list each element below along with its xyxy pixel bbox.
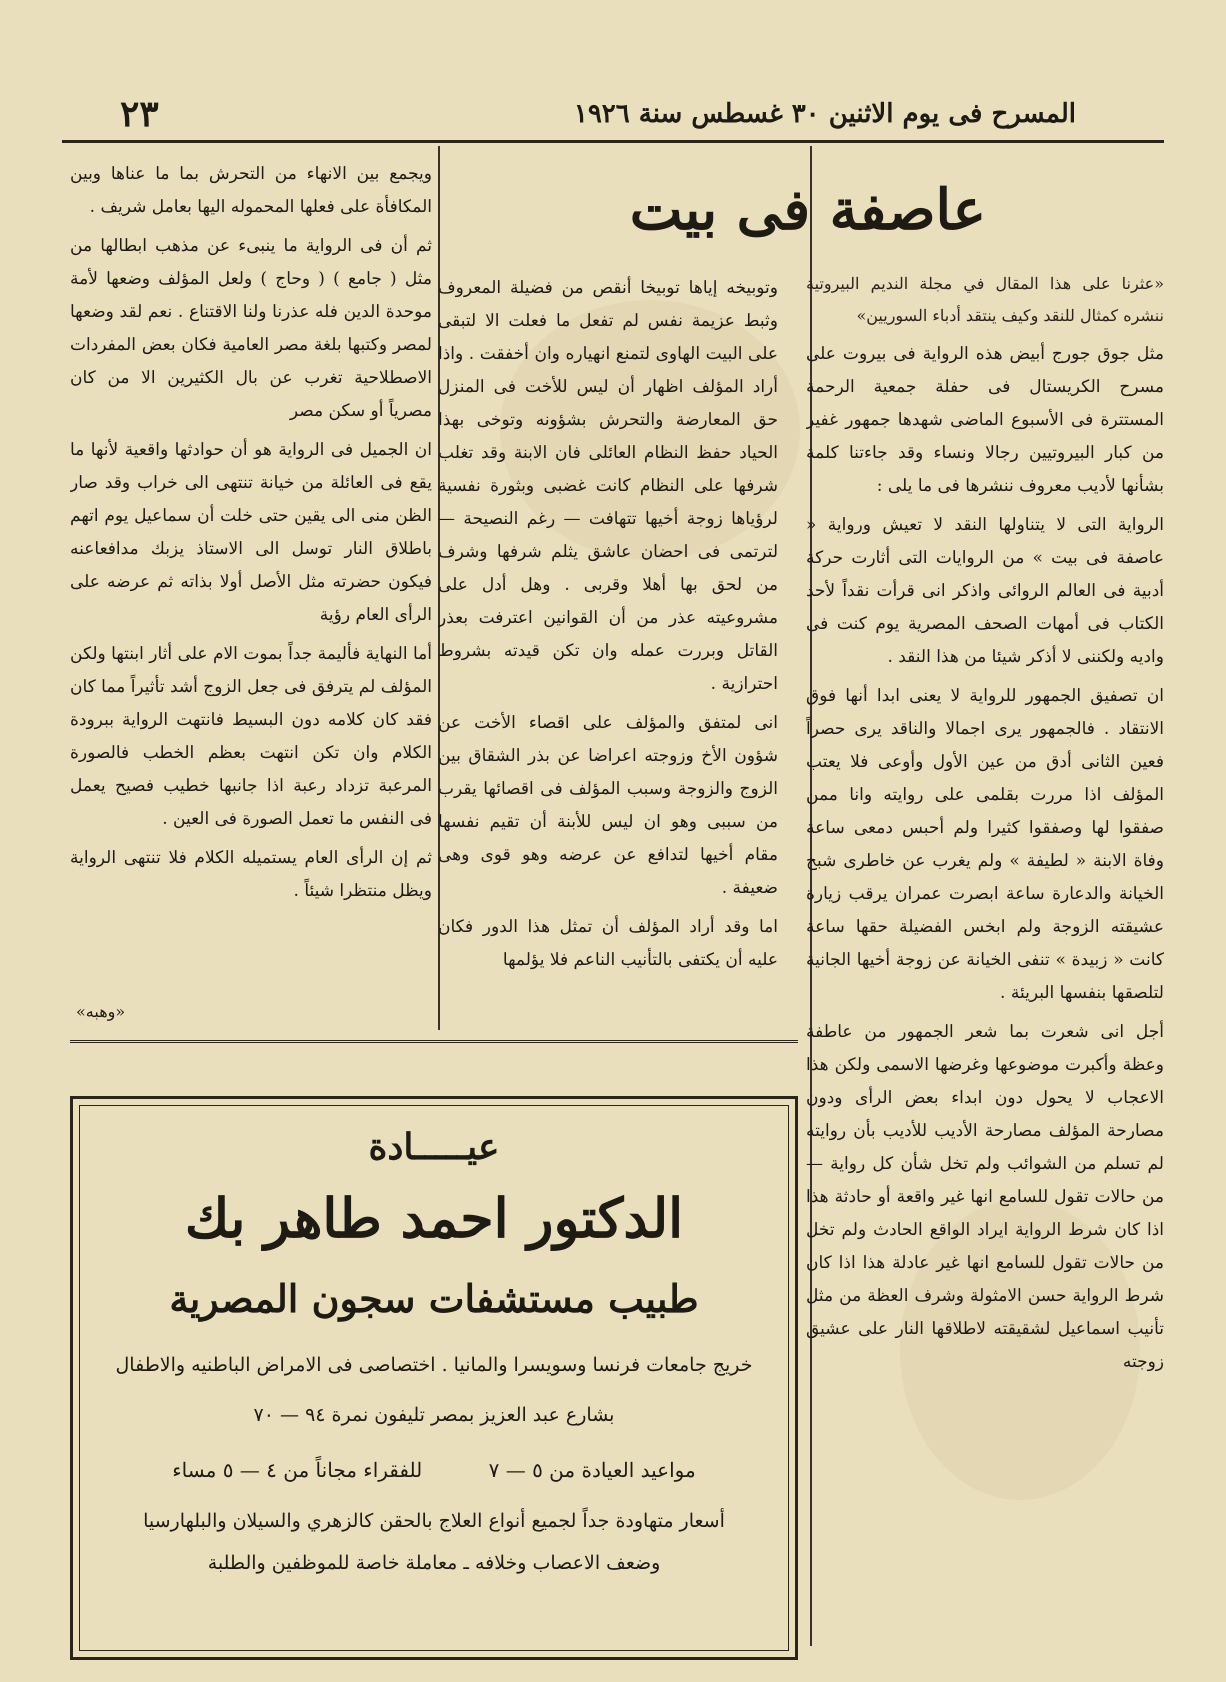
article-column-right xyxy=(806,268,1164,1648)
paragraph: ثم أن فى الرواية ما ينبىء عن مذهب ابطالها من مثل ( جامع ) ( وحاج ) ولعل المؤلف وضعها لأمة موحدة الدين فله عذرنا ولنا الاقتناع . نعم لقد وضعها لمصر وكتبها بلغة مصر العامية فكان بعض المفردات الاصطلاحية تغرب عن بال الكثيرين الا من كان مصرياً أو سكن مصر xyxy=(70,236,432,421)
ad-hours xyxy=(80,1458,788,1482)
ad-prices: أسعار متهاودة جداً لجميع أنواع العلاج بالحقن كالزهري والسيلان والبلهارسيا xyxy=(143,1510,725,1532)
paragraph: أما النهاية فأليمة جداً بموت الام على أثار ابنتها ولكن المؤلف لم يترفق فى جعل الزوج أشد تأثيراً مما كان فقد كان كلامه دون البسيط فانتهت الرواية ببرودة الكلام وان تكن انتهت بعظم الخطب فالصورة المرعبة تزداد رعبة اذا جانبها خطيب فصيح يعمل فى النفس ما تعمل الصورة فى العين . xyxy=(70,644,432,829)
paragraph: انى لمتفق والمؤلف على اقصاء الأخت عن شؤون الأخ وزوجته اعراضا عن بذر الشقاق بين الزوج والزوجة وسبب المؤلف فى اقصائها يقرب من سببى وهو ان ليس للأبنة أن تقيم نفسها مقام أخيها لتدافع عن عرضه وهو قوى وهى ضعيفة . xyxy=(438,713,778,898)
paragraph: ان الجميل فى الرواية هو أن حوادثها واقعية لأنها ما يقع فى العائلة من خيانة تنتهى الى خراب وقد صار الظن منى الى يقين حتى خلت أن سماعيل يوم اتهم باطلاق النار توسل الى الاستاذ يزبك مدافعاعنه فيكون حضرته مثل الأصل أولا بذاته ثم عرضه على الرأى العام رؤية xyxy=(70,440,432,625)
paragraph: ويجمع بين الانهاء من التحرش بما ما عناها وبين المكافأة على فعلها المحموله اليها بعامل شريف . xyxy=(70,164,432,217)
running-head: المسرح فى يوم الاثنين ٣٠ غسطس سنة ١٩٢٦ xyxy=(573,99,1076,129)
section-rule xyxy=(70,1040,798,1043)
paragraph: مثل جوق جورج أبيض هذه الرواية فى بيروت على مسرح الكريستال فى حفلة جمعية الرحمة المستترة فى الأسبوع الماضى شهدها جمهور غفير من كبار البيروتيين رجالا ونساء وقد جاءتنا كلمة بشأنها لأديب معروف ننشرها فى ما يلى : xyxy=(806,344,1164,496)
ad-hours-main: مواعيد العيادة من ٥ — ٧ xyxy=(488,1458,696,1482)
clinic-advertisement xyxy=(70,1096,798,1660)
paragraph: الرواية التى لا يتناولها النقد لا تعيش ورواية « عاصفة فى بيت » من الروايات التى أثارت حركة أدبية فى العالم الروائى واذكر انى قرأت نقداً لأحد الكتاب فى أمهات الصحف المصرية يوم كنت فى واديه ولكننى لا أذكر شيئا من هذا النقد . xyxy=(806,515,1164,667)
paragraph: وتوبيخه إياها توبيخا أنقص من فضيلة المعروف وثبط عزيمة نفس لم تفعل ما فعلت الا لتبقى على البيت الهاوى لتمنع انهياره وان أخفقت . واذا أراد المؤلف اظهار أن ليس للأخت فى المنزل حق المعارضة والتحرش بشؤونه وتوخى بهذا الحياد حفظ النظام العائلى فان الابنة وقد تغلب شرفها على النظام كانت غضبى وبثورة نفسية لرؤياها زوجة أخيها تتهافت — رغم النصيحة — لترتمى فى احضان عاشق يثلم شرفها وشرف من لحق بها أهلا وقربى . وهل أدل على مشروعيته عذر من أن القوانين اعترفت بعذر القاتل وبررت عمله وان تكن قيدته بشروط احترازية . xyxy=(438,278,778,694)
page-number: ٢٣ xyxy=(120,93,159,135)
ad-special-treatment: وضعف الاعصاب وخلافه ـ معاملة خاصة للموظفين والطلبة xyxy=(207,1552,661,1574)
ad-position: طبيب مستشفات سجون المصرية xyxy=(169,1276,699,1321)
article-column-left xyxy=(70,158,432,1034)
article-title: عاصفة فى بيت xyxy=(629,177,986,243)
author-signature: «وهبه» xyxy=(76,1002,126,1021)
paragraph: أجل انى شعرت بما شعر الجمهور من عاطفة وعظة وأكبرت موضوعها وغرضها الاسمى ولكن هذا الاعجاب لا يحول دون ابداء بعض الرأى ودون مصارحة المؤلف مصارحة الأديب للأديب بأن روايته لم تسلم من الشوائب ولم تخل شأن كل رواية — من حالات تقول للسامع انها غير واقعة أو حادثة هذا اذا كان شرط الرواية ايراد الواقع الحادث ولم تخل من حالات تقول للسامع انها غير عادلة هذا اذا كان شرط الرواية حسن الامثولة وشرف العظة من مثل تأنيب اسماعيل لشقيقته لاطلاقها النار على عشيق زوجته xyxy=(806,1022,1164,1372)
article-column-middle xyxy=(438,272,778,1032)
ad-clinic-word: عيـــــادة xyxy=(368,1126,500,1168)
ad-qualifications: خريج جامعات فرنسا وسويسرا والمانيا . اختصاصى فى الامراض الباطنيه والاطفال xyxy=(115,1354,753,1376)
header-rule xyxy=(62,140,1164,143)
ad-address: بشارع عبد العزيز بمصر تليفون نمرة ٩٤ — ٧٠ xyxy=(253,1404,615,1426)
page-header xyxy=(60,92,1166,140)
paragraph: ثم إن الرأى العام يستميله الكلام فلا تنتهى الرواية ويظل منتظرا شيئاً . xyxy=(70,848,432,901)
paragraph: اما وقد أراد المؤلف أن تمثل هذا الدور فكان عليه أن يكتفى بالتأنيب الناعم فلا يؤلمها xyxy=(438,917,778,970)
ad-inner-border xyxy=(79,1105,789,1651)
intro-note: «عثرنا على هذا المقال في مجلة النديم البيروتية ننشره كمثال للنقد وكيف ينتقد أدباء السوريين» xyxy=(806,274,1164,325)
paragraph: ان تصفيق الجمهور للرواية لا يعنى ابدا أنها فوق الانتقاد . فالجمهور يرى اجمالا والناقد يرى حصراً فعين الثانى أدق من عين الأول وأوعى فلا يعتب المؤلف اذا مررت بقلمى على روايته وانا ممن صفقوا لها وصفقوا كثيرا ولم أحبس دمعى ساعة وفاة الابنة « لطيفة » ولم يغرب عن خاطرى شبح الخيانة والدعارة ساعة ابصرت عمران يرقب زيارة عشيقته الزوجة ولم ابخس الفضيلة حقها ساعة كانت « زبيدة » تنفى الخيانة عن زوجة أخيها الجانية لتلصقها بنفسها البريئة . xyxy=(806,686,1164,1003)
ad-hours-poor: للفقراء مجاناً من ٤ — ٥ مساء xyxy=(172,1458,423,1482)
ad-doctor-name: الدكتور احمد طاهر بك xyxy=(184,1186,684,1250)
